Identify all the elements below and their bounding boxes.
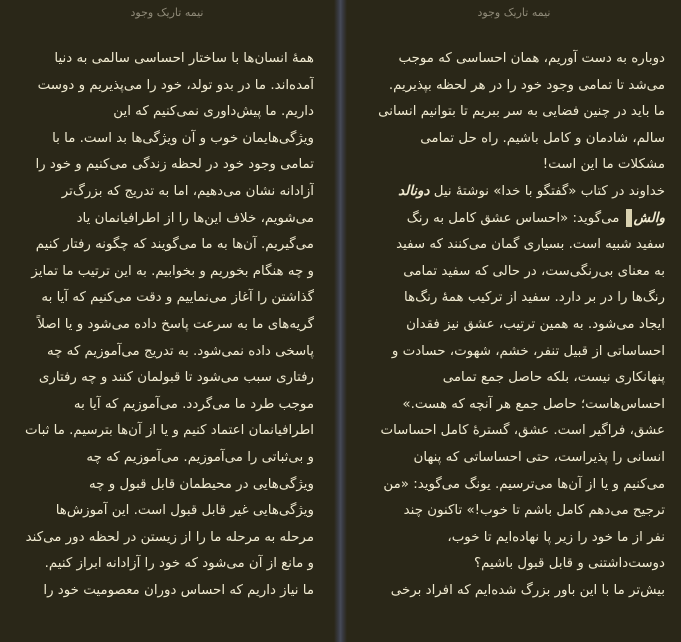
text-line: داریم. ما پیش‌داوری نمی‌کنیم که این <box>113 104 314 120</box>
text-line: احساساتی از قبیل تنفر، خشم، شهوت، حسادت و <box>391 343 665 359</box>
text-line: ویژگی‌هایی در محیطمان قابل قبول و چه <box>89 476 314 492</box>
text-line: می‌گیریم. آن‌ها به ما می‌گویند که چگونه رفتار کنیم <box>35 237 314 253</box>
text-line: ویژگی‌هایمان خوب و آن ویژگی‌ها بد است. ما با <box>52 130 314 146</box>
text-line: نفر از ما خود را زیر پا نهاده‌ایم تا خوب، <box>447 529 665 545</box>
text-line: عشق، فراگیر است. عشق، گسترهٔ کامل احساسات <box>380 423 665 439</box>
text-line: انسانی را پذیراست، حتی احساساتی که پنهان <box>413 449 665 465</box>
text-line: ترجیح می‌دهم کامل باشم تا خوب!» تاکنون چند <box>403 503 665 519</box>
text-line: می‌کنیم و یا از آن‌ها می‌ترسیم. یونگ می‌گوید: «من <box>383 476 665 492</box>
text-line: می‌شویم، خلاف این‌ها را از اطرافیانمان یاد <box>76 210 314 226</box>
text-line: آزادانه نشان می‌دهیم، اما به تدریج که بزرگ‌تر <box>61 183 314 199</box>
text-line: ایجاد می‌شود. به همین ترتیب، عشق نیز فقدان <box>406 316 665 332</box>
text-line-author <box>365 179 665 206</box>
text-line: می‌شد تا تمامی وجود خود را در هر لحظه بپذیریم. <box>388 77 665 93</box>
text-line: رفتاری سبب می‌شود تا قبولمان کنند و چه رفتاری <box>38 370 314 386</box>
text-line: دوباره به دست آوریم، همان احساسی که موجب <box>398 51 665 66</box>
page-body-text[interactable] <box>16 46 314 604</box>
left-page <box>0 0 334 642</box>
text-line: تمامی وجود خود در لحظه زندگی می‌کنیم و خود را <box>35 157 314 173</box>
running-head: نیمه تاریک وجود <box>130 6 204 19</box>
book-gutter <box>334 0 347 642</box>
text-line: و مانع از آن می‌شود که خود را آزادانه ابراز کنیم. <box>44 556 314 572</box>
text-line: گذاشتن را آغاز می‌نماییم و دقت می‌کنیم که آیا به <box>41 290 314 306</box>
text-line: احساس‌هاست؛ حاصل جمع هر آنچه که هست.» <box>402 396 665 412</box>
text-line: مرحله به مرحله ما را از زیستن در لحظه دور می‌کند <box>25 529 314 545</box>
text-line: مشکلات ما این است! <box>542 157 665 173</box>
text-line: بیش‌تر ما با این باور بزرگ شده‌ایم که افراد برخی <box>390 582 665 598</box>
text-line-author-cont <box>365 206 665 233</box>
running-head: نیمه تاریک وجود <box>477 6 551 19</box>
text-line: و چه هنگام بخوریم و بخوابیم. به این ترتیب ما تمایز <box>31 263 314 279</box>
text-cursor <box>626 209 632 227</box>
text-line: و بی‌ثباتی را می‌آموزیم. می‌آموزیم که چه <box>86 449 314 465</box>
right-page <box>347 0 681 642</box>
text-line: ویژگی‌هایی غیر قابل قبول است. این آموزش‌ها <box>55 503 314 519</box>
text-line: دوست‌داشتنی و قابل قبول باشیم؟ <box>474 556 665 572</box>
text-line: پاسخی داده نمی‌شود. به تدریج می‌آموزیم که چه <box>46 343 314 359</box>
author-name-first: دونالد <box>398 183 430 199</box>
text-line: ما باید در چنین فضایی به سر ببریم تا بتوانیم انسانی <box>378 104 665 120</box>
text-line: موجب طرد ما می‌گردد. می‌آموزیم که آیا به <box>73 396 314 412</box>
text-line: گریه‌های ما به سرعت پاسخ داده می‌شود و یا اصلاً <box>37 316 314 332</box>
text-line: ما نیاز داریم که احساس دوران معصومیت خود را <box>43 582 314 598</box>
text-line: به معنای بی‌رنگی‌ست، در حالی که سفید تمامی <box>403 263 665 279</box>
text-line: اطرافیانمان اعتماد کنیم و یا از آن‌ها بترسیم. ما ثبات <box>24 423 314 439</box>
text-line: رنگ‌ها را در بر دارد. سفید از ترکیب همهٔ رنگ‌ها <box>404 290 665 306</box>
text-line: پنهانکاری نیست، بلکه حاصل جمع تمامی <box>442 370 665 386</box>
page-body-text[interactable] <box>365 46 665 604</box>
author-line-before: خداوند در کتاب «گفتگو با خدا» نوشتهٔ نیل <box>429 183 665 199</box>
text-line: سفید شبیه است. بسیاری گمان می‌کنند که سفید <box>396 237 665 253</box>
author-name-last: والش <box>633 210 665 226</box>
text-line: سالم، شادمان و کامل باشیم. راه حل تمامی <box>420 130 665 146</box>
text-line: آمده‌اند. ما در بدو تولد، خود را می‌پذیریم و دوست <box>37 77 314 93</box>
text-line: همهٔ انسان‌ها با ساختار احساسی سالمی به دنیا <box>54 51 314 66</box>
author-line-after: می‌گوید: «احساس عشق کامل به رنگ <box>406 210 624 226</box>
